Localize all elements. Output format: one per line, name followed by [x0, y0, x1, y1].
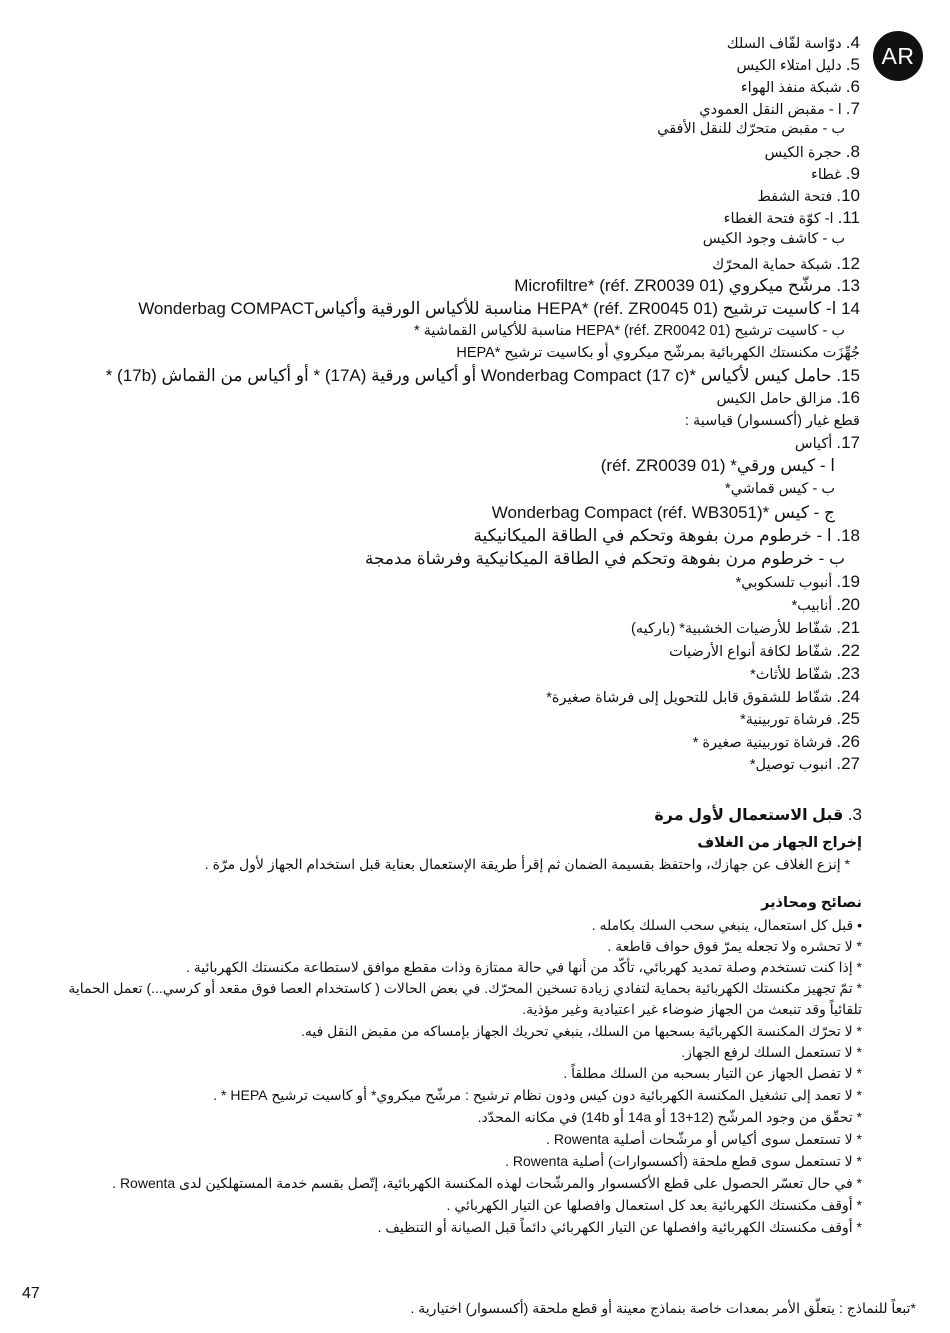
list-item: 18. ا - خرطوم مرن بفوهة وتحكم في الطاقة الميكانيكية — [473, 526, 860, 545]
list-item: 15. حامل كيس لأكياس *Wonderbag Compact (17 c) أو أكياس ورقية (17A) * أو أكياس من القماش (17b) * — [105, 366, 860, 385]
list-item: ب - كاشف وجود الكيس — [702, 231, 845, 247]
list-item: 16. مزالق حامل الكيس — [716, 388, 860, 407]
list-item: 25. فرشاة توربينية* — [740, 709, 860, 728]
tip-item: * لا تحشره ولا تجعله يمرّ فوق حواف قاطعة . — [607, 938, 862, 954]
tip-item: * في حال تعسّر الحصول على قطع الأكسسوار والمرشّحات لهذه المكنسة الكهربائية، إتّصل بقسم خدمة المستهلكين لدى Rowenta . — [112, 1175, 862, 1191]
tips-heading: نصائح ومحاذير — [761, 895, 862, 911]
list-item: 21. شفّاط للأرضيات الخشبية* (باركيه) — [631, 618, 860, 637]
tip-item: * أوقف مكنستك الكهربائية بعد كل استعمال وافصلها عن التيار الكهربائي . — [446, 1197, 862, 1213]
list-item: 19. أنبوب تلسكوبي* — [735, 572, 860, 591]
list-item: 6. شبكة منفذ الهواء — [740, 77, 860, 96]
list-item: 27. انبوب توصيل* — [749, 754, 860, 773]
list-item: 9. غطاء — [811, 164, 860, 183]
tip-item: * لا تستعمل سوى قطع ملحقة (أكسسوارات) أصلية Rowenta . — [505, 1153, 862, 1169]
tip-item: * لا تستعمل سوى أكياس أو مرشّحات أصلية Rowenta . — [546, 1131, 862, 1147]
list-item: 14 ا- كاسيت ترشيح (réf. ZR0045 01) *HEPA مناسبة للأكياس الورقية وأكياسWonderbag COMPACT — [138, 299, 860, 318]
list-item: جُهِّزَت مكنستك الكهربائية بمرشّح ميكروي أو بكاسيت ترشيح *HEPA — [456, 345, 860, 361]
list-item: 10. فتحة الشفط — [757, 186, 860, 205]
tip-item: • قبل كل استعمال، ينبغي سحب السلك بكامله . — [591, 917, 862, 933]
list-item: ب - مقبض متحرّك للنقل الأفقي — [657, 121, 845, 137]
page-number: 47 — [22, 1285, 40, 1302]
list-item: 5. دليل امتلاء الكيس — [736, 55, 860, 74]
list-item: ج - كيس *Wonderbag Compact (réf. WB3051) — [491, 503, 835, 522]
list-item: ب - خرطوم مرن بفوهة وتحكم في الطاقة الميكانيكية وفرشاة مدمجة — [364, 549, 845, 568]
list-item: 22. شفّاط لكافة أنواع الأرضيات — [669, 641, 860, 660]
list-item: ا - كيس ورقي* (réf. ZR0039 01) — [600, 456, 835, 475]
tip-item: * إذا كنت تستخدم وصلة تمديد كهربائي، تأكّد من أنها في حالة ممتازة وذات مقطع موافق لاستطاعة مكنستك الكهربائية . — [185, 959, 862, 975]
tip-item: * لا تفصل الجهاز عن التيار بسحبه من السلك مطلقاً . — [563, 1065, 862, 1081]
tip-item: * لا تعمد إلى تشغيل المكنسة الكهربائية دون كيس ودون نظام ترشيح : مرشّح ميكروي* أو كاسيت ترشيح HEPA * . — [213, 1087, 862, 1103]
list-item: 7. ا - مقبض النقل العمودي — [699, 99, 860, 118]
tip-item: * أوقف مكنستك الكهربائية وافصلها عن التيار الكهربائي دائماً قبل الصيانة أو التنظيف . — [377, 1219, 862, 1235]
list-item: 26. فرشاة توربينية صغيرة * — [692, 732, 860, 751]
language-badge: AR — [873, 31, 923, 81]
tip-item: * تحقّق من وجود المرشّح (12+13 أو 14a أو 14b) في مكانه المحدّد. — [477, 1109, 862, 1125]
tip-item: * لا تستعمل السلك لرفع الجهاز. — [681, 1044, 862, 1060]
list-item: 13. مرشّح ميكروي (réf. ZR0039 01) *Microfiltre — [514, 276, 860, 295]
footnote: *تبعاً للنماذج : يتعلّق الأمر بمعدات خاصة بنماذج معينة أو قطع ملحقة (أكسسوار) اختيارية . — [410, 1300, 916, 1316]
list-item: 24. شفّاط للشقوق قابل للتحويل إلى فرشاة صغيرة* — [546, 687, 860, 706]
list-item: 23. شفّاط للأثاث* — [750, 664, 860, 683]
list-item: ب - كيس قماشي* — [725, 481, 835, 497]
list-item: ب - كاسيت ترشيح (réf. ZR0042 01) *HEPA مناسبة للأكياس القماشية * — [413, 323, 845, 339]
tip-item: * تمّ تجهيز مكنستك الكهربائية بحماية لتفادي زيادة تسخين المحرّك. في بعض الحالات ( كاستخدام العصا فوق مقعد أو كرسي...) تعمل الحماية — [68, 980, 862, 996]
list-item: 8. حجرة الكيس — [764, 142, 860, 161]
section-title: 3. قبل الاستعمال لأول مرة — [654, 805, 862, 824]
unpack-text: * إنزع الغلاف عن جهازك، واحتفظ بقسيمة الضمان ثم إقرأ طريقة الإستعمال بعناية قبل استخدام الجهاز لأول مرّة . — [204, 856, 850, 872]
tip-item: تلقائياً وقد تنبعث من الجهاز ضوضاء غير اعتيادية وغير مؤذية. — [522, 1001, 862, 1017]
list-item: 17. أكياس — [794, 433, 860, 452]
tip-item: * لا تحرّك المكنسة الكهربائية بسحبها من السلك، ينبغي تحريك الجهاز بإمساكه من مقبض النقل فيه. — [300, 1023, 862, 1039]
list-item: 12. شبكة حماية المحرّك — [712, 254, 860, 273]
unpack-heading: إخراج الجهاز من الغلاف — [697, 835, 862, 851]
list-item: 11. ا- كوّة فتحة الغطاء — [723, 208, 860, 227]
list-item: قطع غيار (أكسسوار) قياسية : — [684, 413, 860, 429]
list-item: 4. دوّاسة لفّاف السلك — [726, 33, 860, 52]
list-item: 20. أنابيب* — [791, 595, 860, 614]
